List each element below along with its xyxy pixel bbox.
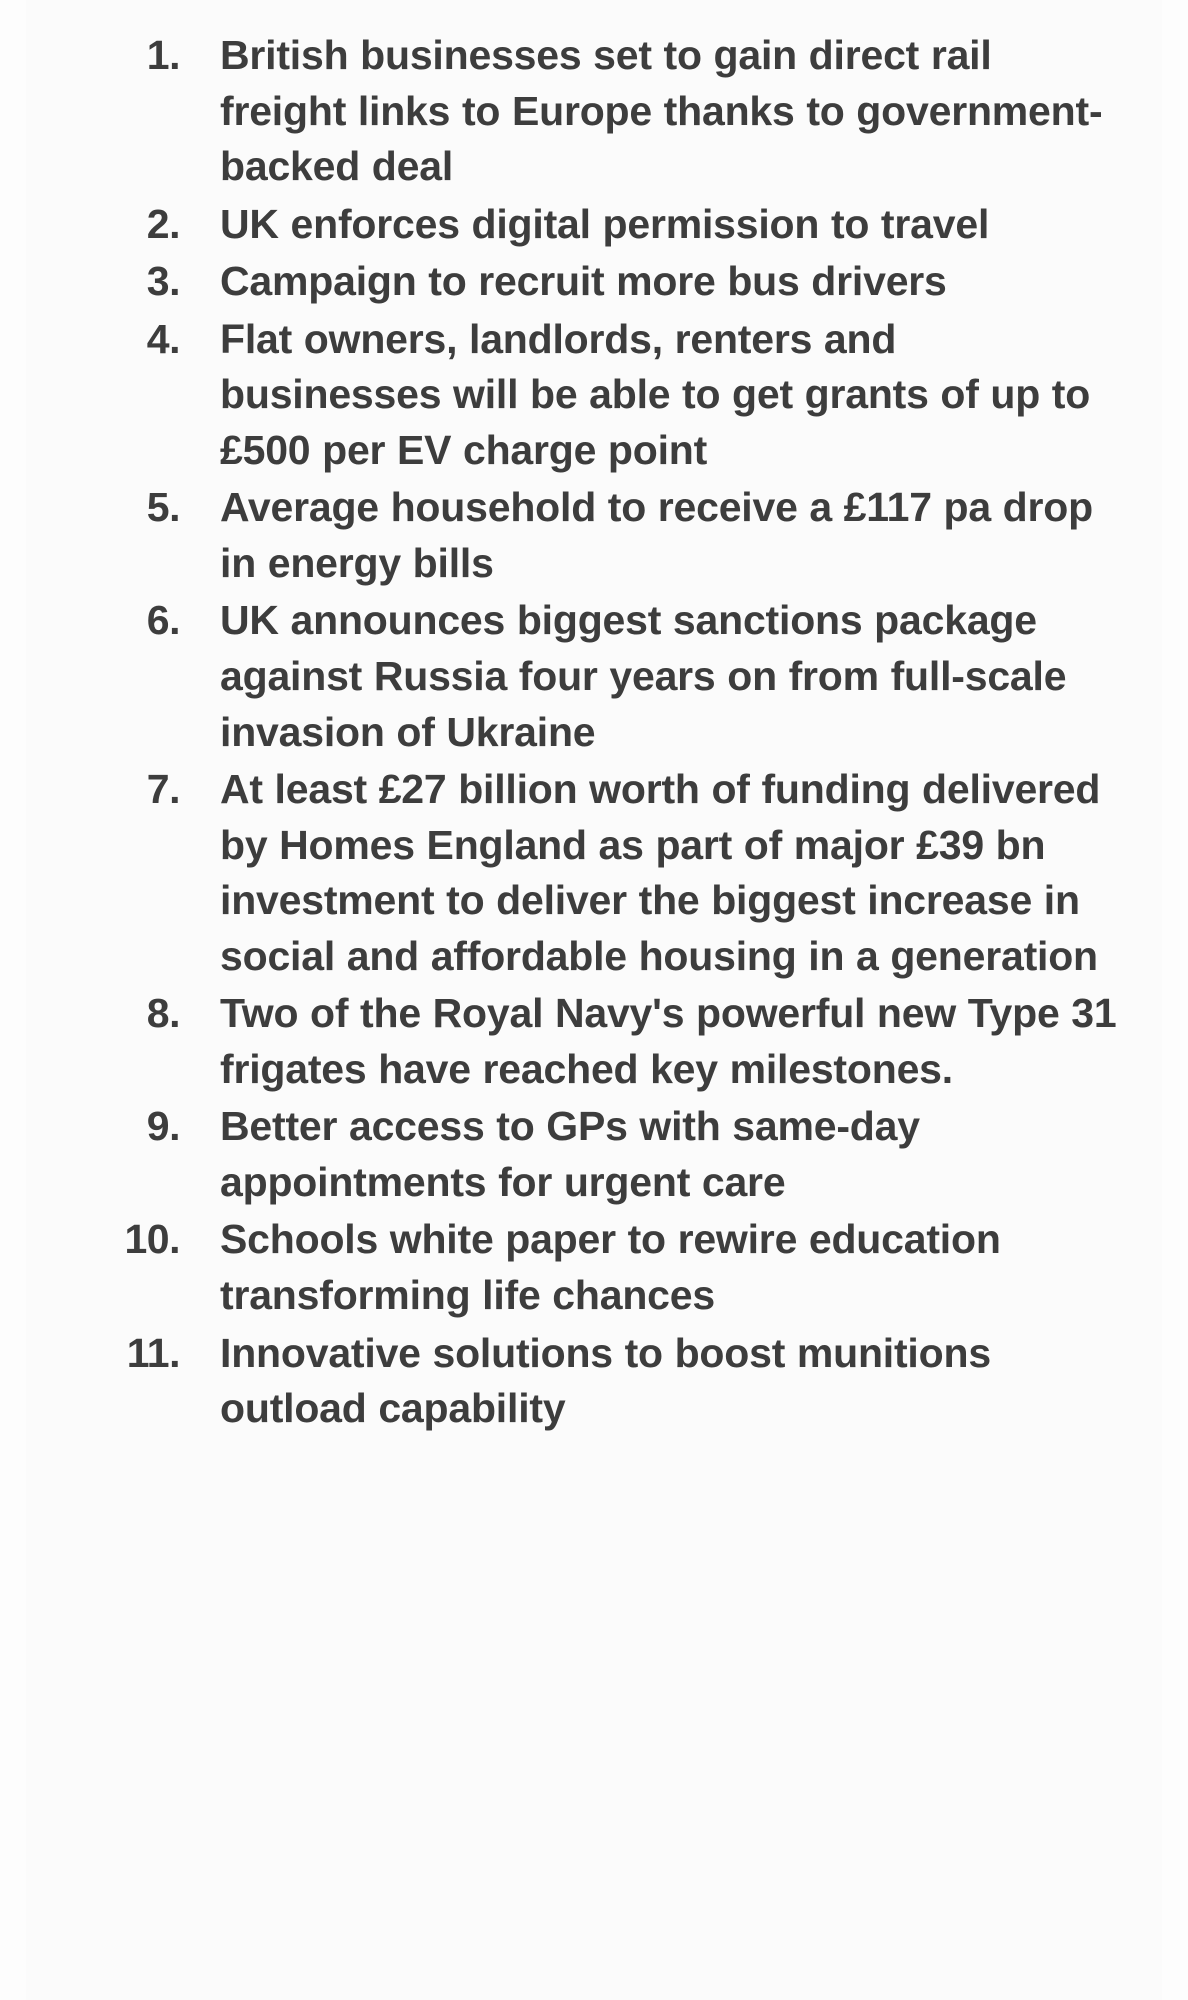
list-item-number: 4. (146, 315, 180, 362)
list-item-number: 10. (124, 1216, 180, 1263)
list-item (40, 1212, 1148, 1323)
list-item-number: 1. (146, 32, 180, 78)
list-item-text: Better access to GPs with same-day appointments for urgent care (220, 1103, 920, 1205)
list-item-number: 11. (126, 1329, 180, 1376)
list-item (40, 254, 1148, 310)
numbered-announcement-list (40, 28, 1148, 1437)
list-item-text: Flat owners, landlords, renters and businesses will be able to get grants of up to £500 per EV charge point (220, 315, 1091, 473)
list-item-text: Schools white paper to rewire education transforming life chances (220, 1216, 1001, 1319)
list-item (40, 762, 1148, 984)
list-item (40, 28, 1148, 195)
list-item-number: 2. (146, 200, 180, 247)
list-item-number: 5. (146, 484, 180, 531)
list-item-text: At least £27 billion worth of funding delivered by Homes England as part of major £39 bn investment to deliver the biggest increase in social and affordable housing in a generation (220, 766, 1101, 979)
list-item-number: 7. (146, 766, 180, 813)
list-item-text: UK announces biggest sanctions package against Russia four years on from full-scale invasion of Ukraine (220, 597, 1067, 755)
list-item-number: 9. (146, 1103, 180, 1150)
list-item (40, 986, 1148, 1097)
list-item-text: Two of the Royal Navy's powerful new Type 31 frigates have reached key milestones. (220, 990, 1117, 1092)
list-item (40, 1326, 1148, 1437)
list-item-number: 3. (146, 258, 180, 305)
list-item (40, 1099, 1148, 1210)
document-content (0, 28, 1188, 1499)
list-item (40, 480, 1148, 591)
list-item-text: British businesses set to gain direct rail freight links to Europe thanks to government-backed deal (220, 32, 1103, 190)
list-item-number: 6. (146, 597, 180, 644)
list-item (40, 197, 1148, 253)
list-item-text: Innovative solutions to boost munitions outload capability (220, 1329, 991, 1432)
list-item-text: Average household to receive a £117 pa drop in energy bills (220, 484, 1093, 586)
list-item-text: UK enforces digital permission to travel (220, 200, 990, 247)
list-item-number: 8. (146, 990, 180, 1037)
list-item-text: Campaign to recruit more bus drivers (220, 258, 947, 305)
list-item (40, 593, 1148, 760)
list-item (40, 312, 1148, 479)
